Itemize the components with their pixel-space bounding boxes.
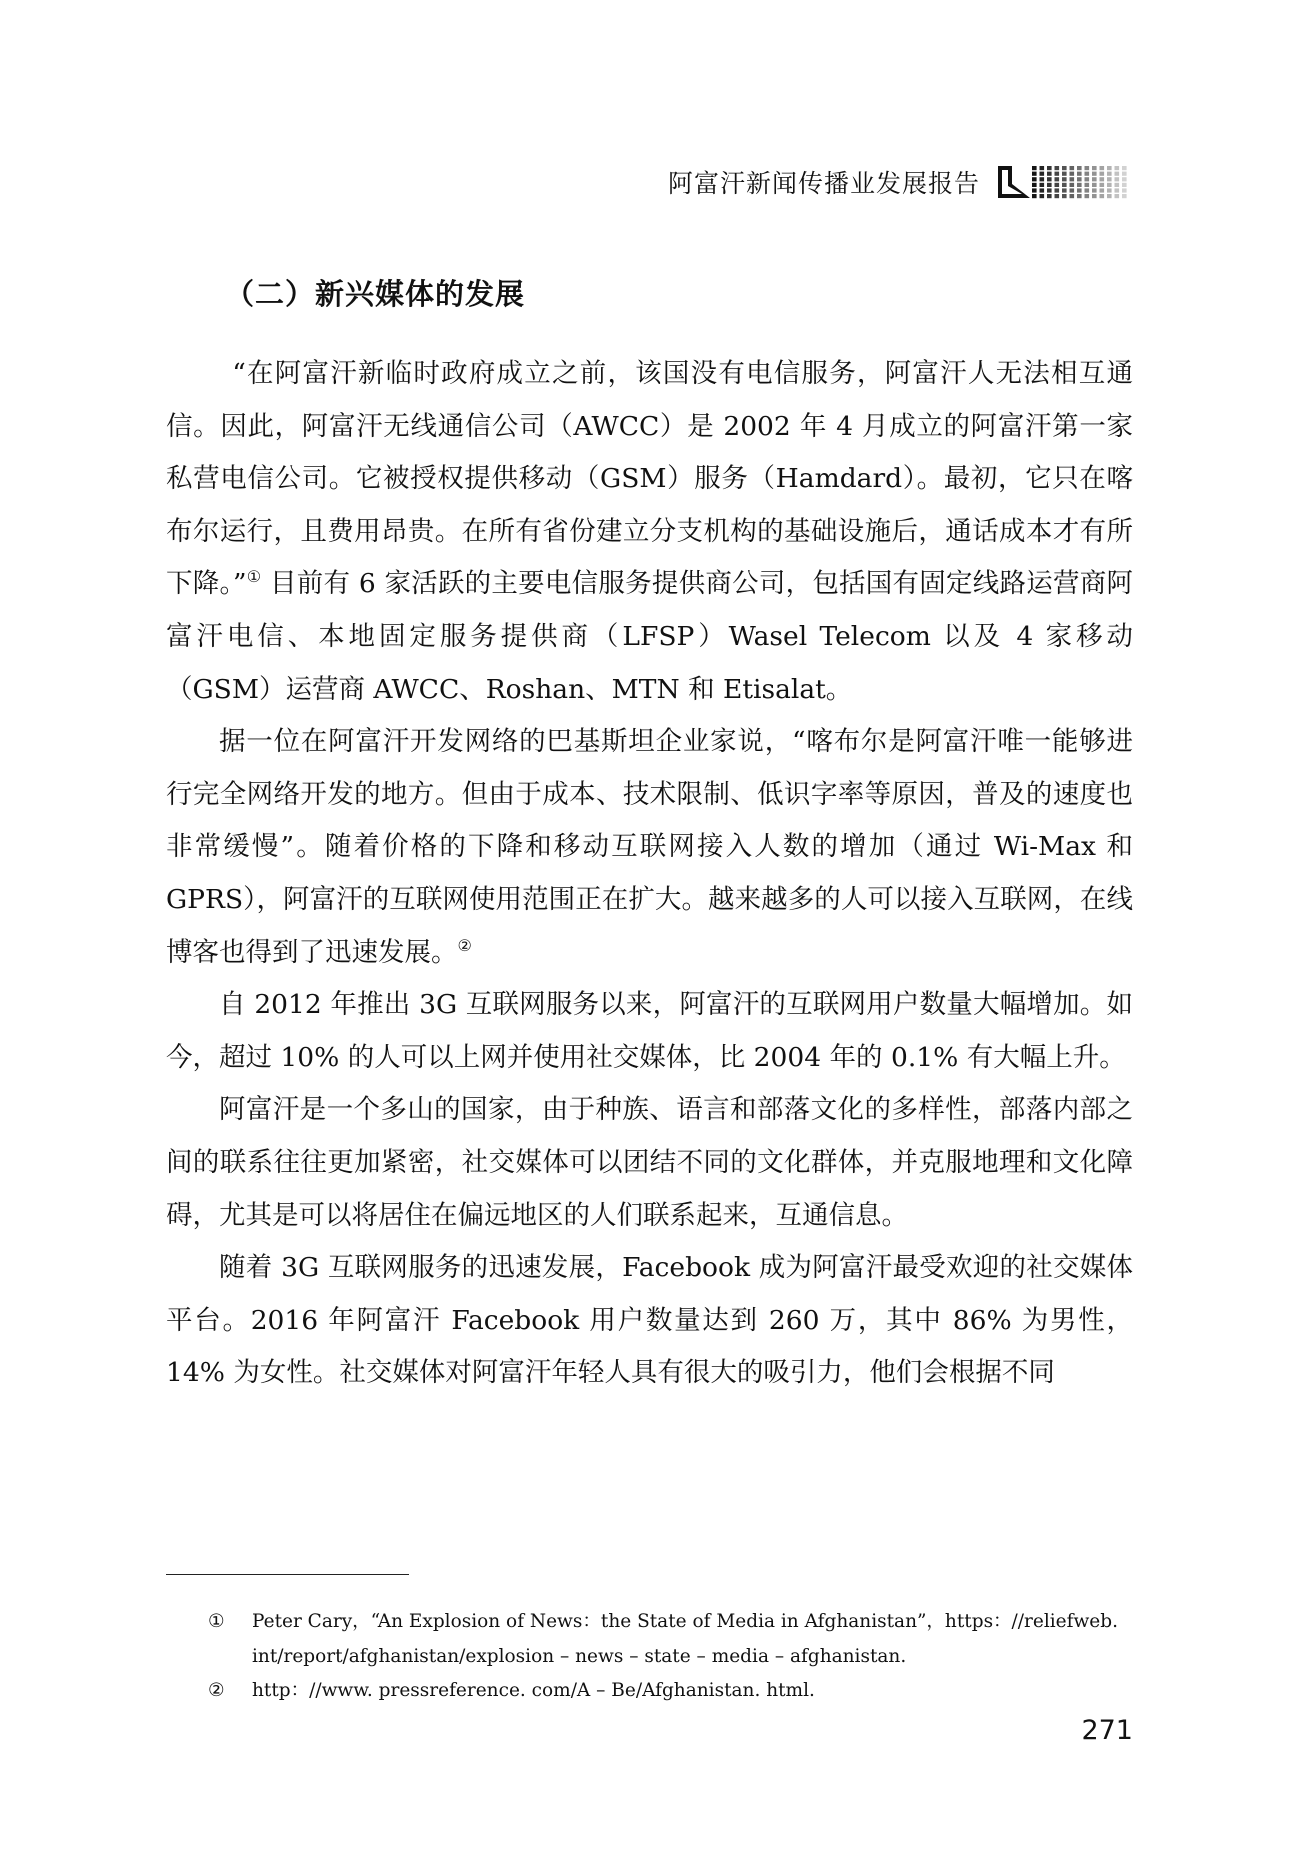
- paragraph-3g: 自 2012 年推出 3G 互联网服务以来，阿富汗的互联网用户数量大幅增加。如今，超过 10% 的人可以上网并使用社交媒体，比 2004 年的 0.1% 有大幅上升。: [166, 989, 1133, 1073]
- footnote-text: Peter Cary，“An Explosion of News：the State of Media in Afghanistan”，https：//reliefweb. int/report/afghanistan/explosion – news – state – media – afghanistan.: [252, 1611, 1118, 1667]
- paragraph-facebook: 随着 3G 互联网服务的迅速发展，Facebook 成为阿富汗最受欢迎的社交媒体平台。2016 年阿富汗 Facebook 用户数量达到 260 万，其中 86% 为男性，14% 为女性。社交媒体对阿富汗年轻人具有很大的吸引力，他们会根据不同: [166, 1252, 1133, 1389]
- running-header-title: 阿富汗新闻传播业发展报告: [667, 169, 980, 198]
- footnote-ref-1[interactable]: ①: [246, 567, 262, 587]
- footnote-ref-2[interactable]: ②: [457, 935, 472, 955]
- footnote-2: [208, 1674, 1133, 1709]
- paragraph-telecom: “在阿富汗新临时政府成立之前，该国没有电信服务，阿富汗人无法相互通信。因此，阿富汗无线通信公司（AWCC）是 2002 年 4 月成立的阿富汗第一家私营电信公司。它被授权提供移动（GSM）服务（Hamdard）。最初，它只在喀布尔运行，且费用昂贵。在所有省份建立分支机构的基础设施后，通话成本才有所下降。”① 目前有 6 家活跃的主要电信服务提供商公司，包括国有固定线路运营商阿富汗电信、本地固定服务提供商（LFSP）Wasel Telecom 以及 4 家移动（GSM）运营商 AWCC、Roshan、MTN 和 Etisalat。: [166, 358, 1133, 705]
- dotted-chevron-icon: [998, 162, 1134, 202]
- running-header: [668, 160, 1134, 204]
- paragraph-geography: 阿富汗是一个多山的国家，由于种族、语言和部落文化的多样性，部落内部之间的联系往往更加紧密，社交媒体可以团结不同的文化群体，并克服地理和文化障碍，尤其是可以将居住在偏远地区的人们联系起来，互通信息。: [166, 1094, 1133, 1231]
- paragraph-internet: 据一位在阿富汗开发网络的巴基斯坦企业家说，“喀布尔是阿富汗唯一能够进行完全网络开发的地方。但由于成本、技术限制、低识字率等原因，普及的速度也非常缓慢”。随着价格的下降和移动互联网接入人数的增加（通过 Wi-Max 和 GPRS），阿富汗的互联网使用范围正在扩大。越来越多的人可以接入互联网，在线博客也得到了迅速发展。②: [166, 726, 1133, 968]
- footnote-mark: ②: [208, 1680, 225, 1701]
- page-number: 271: [1081, 1715, 1133, 1746]
- footnotes: [208, 1605, 1133, 1709]
- footnote-text: http：//www. pressreference. com/A – Be/Afghanistan. html.: [252, 1680, 815, 1701]
- footnote-divider: [166, 1574, 409, 1575]
- body-text: [166, 348, 1133, 1400]
- section-heading: （二）新兴媒体的发展: [225, 277, 526, 311]
- footnote-1: [208, 1605, 1133, 1674]
- footnote-mark: ①: [208, 1611, 225, 1632]
